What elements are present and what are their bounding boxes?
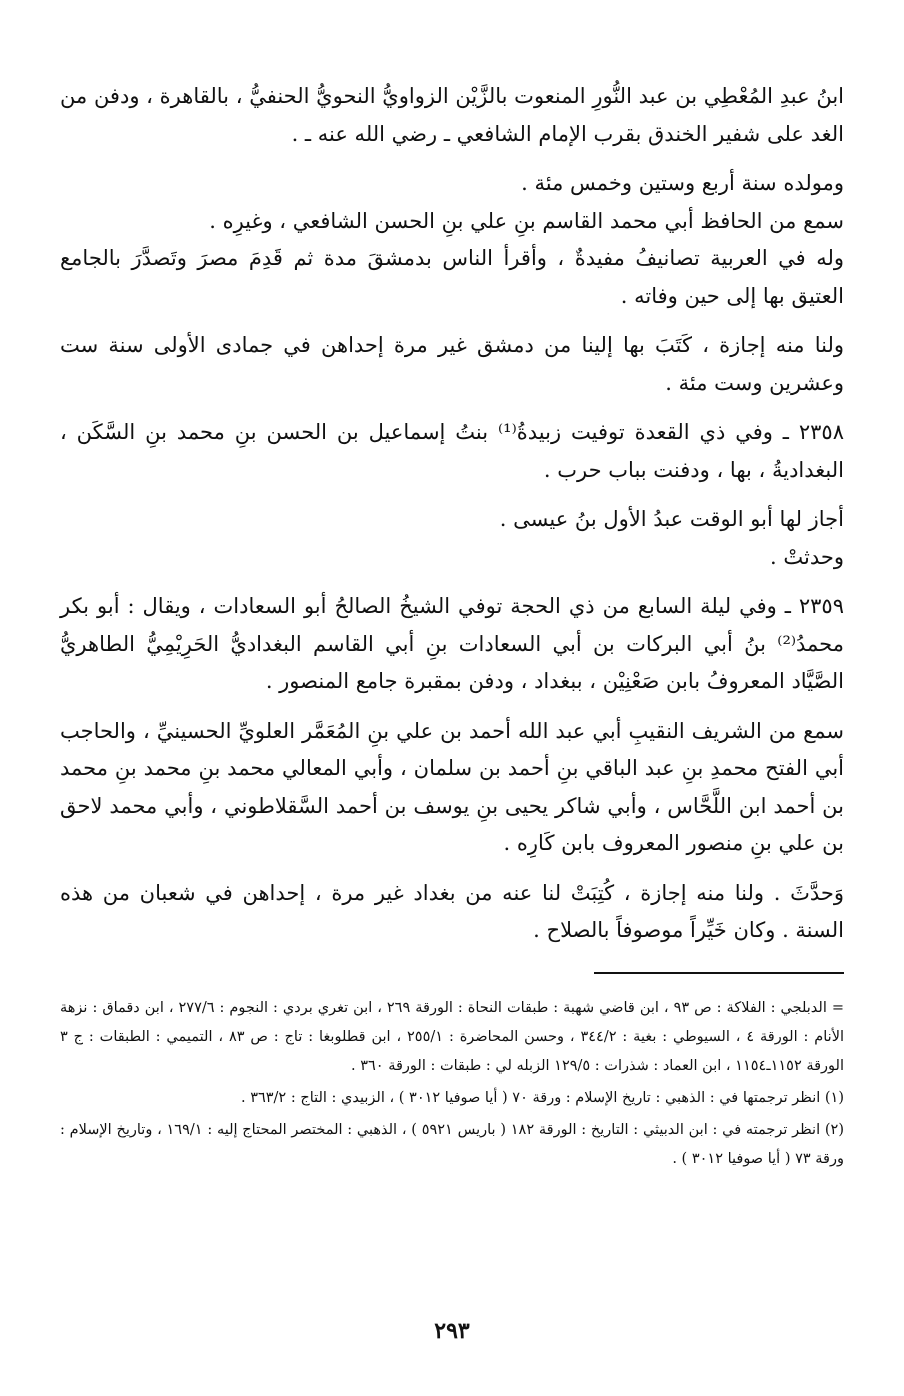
page-number: ٢٩٣	[434, 1318, 470, 1344]
paragraph-narrated-2358: وحدثتْ .	[770, 544, 844, 569]
footnote-1: (١) انظر ترجمتها في : الذهبي : تاريخ الإسلام : ورقة ٧٠ ( أيا صوفيا ٣٠١٢ ) ، الزبيدي : التاج : ٣٦٣/٢ .	[240, 1089, 844, 1106]
page-text	[60, 78, 844, 1177]
footnote-continued: = الدبلجي : الفلاكة : ص ٩٣ ، ابن قاضي شهبة : طبقات النحاة : الورقة ٢٦٩ ، ابن تغري بردي : النجوم : ٢٧٧/٦ ، ابن دقماق : نزهة الأنام : الورقة ٤ ، السيوطي : بغية : ٣٤٤/٢ ، وحسن المحاضرة : ٢٥٥/١ ، ابن قطلوبغا : تاج : ص ٨٣ ، التميمي : الطبقات : ج ٣ الورقة ١١٥٢ـ١١٥٤ ، ابن العماد : شذرات : ١٢٩/٥ الزبله لي : طبقات : الورقة ٣٦٠ .	[60, 999, 845, 1074]
main-text	[60, 78, 844, 950]
paragraph-ijaza-2358: أجاز لها أبو الوقت عبدُ الأول بنُ عيسى .	[499, 507, 844, 531]
paragraph-teachers-2359: سمع من الشريف النقيبِ أبي عبد الله أحمد بن علي بنِ المُعَمَّر العلويِّ الحسينيِّ ، والحاجب أبي الفتح محمدِ بنِ عبد الباقي بنِ أحمد بن سلمان ، وأبي المعالي محمد بنِ محمد بنِ محمد بن أحمد ابن اللَّحَّاس ، وأبي شاكر يحيى بنِ يوسف بن أحمد السَّقلاطوني ، وأبي محمد لاحق بن علي بنِ منصور المعروف بابن كَارِه .	[60, 718, 844, 855]
footnote-2: (٢) انظر ترجمته في : ابن الدبيثي : التاريخ : الورقة ١٨٢ ( باريس ٥٩٢١ ) ، الذهبي : المختصر المحتاج إليه : ١٦٩/١ ، وتاريخ الإسلام : ورقة ٧٣ ( أيا صوفيا ٣٠١٢ ) .	[60, 1121, 845, 1167]
entry-2358: ٢٣٥٨ ـ وفي ذي القعدة توفيت زبيدةُ⁽¹⁾ بنتُ إسماعيل بن الحسن بنِ محمد بنِ السَّكَن ، البغداديةُ ، بها ، ودفنت بباب حرب .	[60, 420, 844, 482]
paragraph-death-record: ابنُ عبدِ المُعْطِي بن عبد النُّورِ المنعوت بالزَّيْن الزواويُّ النحويُّ الحنفيُّ ، بالقاهرة ، ودفن من الغد على شفير الخندق بقرب الإمام الشافعي ـ رضي الله عنه ـ .	[60, 84, 844, 146]
footnotes	[60, 994, 844, 1174]
entry-2359: ٢٣٥٩ ـ وفي ليلة السابع من ذي الحجة توفي الشيخُ الصالحُ أبو السعادات ، ويقال : أبو بكر محمدُ⁽²⁾ بنُ أبي البركات بن أبي السعادات بنِ أبي القاسم البغداديُّ الحَرِيْمِيُّ الطاهريُّ الصَّيَّاد المعروفُ بابن صَعْنِيْن ، ببغداد ، ودفن بمقبرة جامع المنصور .	[60, 594, 844, 693]
footnote-separator	[594, 972, 844, 974]
paragraph-ijaza: ولنا منه إجازة ، كَتَبَ بها إلينا من دمشق غير مرة إحداهن في جمادى الأولى سنة ست وعشرين وست مئة .	[60, 333, 844, 395]
paragraph-closing-2359: وَحدَّثَ . ولنا منه إجازة ، كُتِبَتْ لنا عنه من بغداد غير مرة ، إحداهن في شعبان من هذه السنة . وكان خَيِّراً موصوفاً بالصلاح .	[60, 880, 844, 942]
paragraph-works: وله في العربية تصانيفُ مفيدةٌ ، وأقرأ الناس بدمشقَ مدة ثم قَدِمَ مصرَ وتَصدَّرَ بالجامع العتيق بها إلى حين وفاته .	[60, 246, 844, 308]
paragraph-birth: ومولده سنة أربع وستين وخمس مئة .	[521, 171, 844, 195]
paragraph-heard-from: سمع من الحافظ أبي محمد القاسم بنِ علي بنِ الحسن الشافعي ، وغيرِه .	[209, 208, 844, 233]
